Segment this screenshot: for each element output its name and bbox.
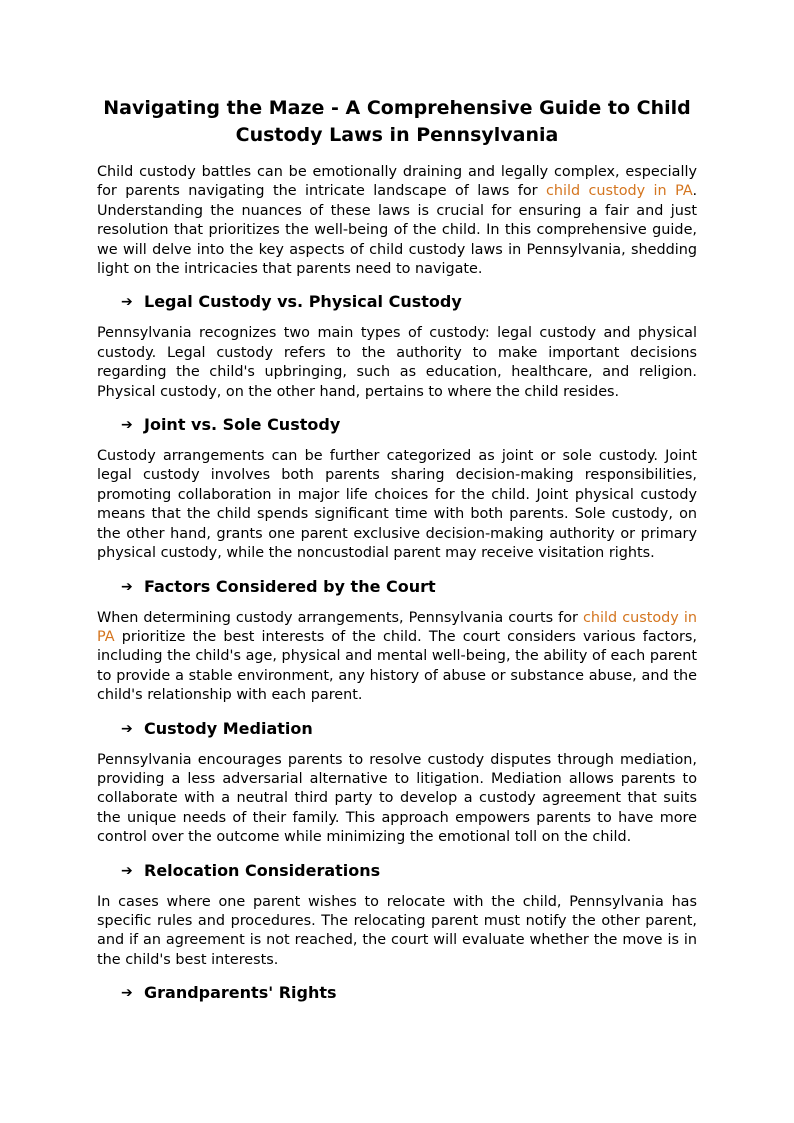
section-heading-text: Legal Custody vs. Physical Custody [144, 292, 462, 312]
arrow-bullet-icon: ➔ [121, 985, 133, 1002]
section-paragraph-mediation: Pennsylvania encourages parents to resolve custody disputes through mediation, providing a less adversarial alternative to litigation. Mediation allows parents to collaborate with a neutral third party to develop a custody agreement that suits the unique needs of their family. This approach empowers parents to have more control over the outcome while minimizing the emotional toll on the child. [97, 751, 697, 846]
arrow-bullet-icon: ➔ [121, 720, 133, 737]
section-heading-text: Grandparents' Rights [144, 983, 337, 1003]
arrow-bullet-icon: ➔ [121, 294, 133, 311]
section-heading-factors [121, 576, 697, 598]
section-heading-joint-vs-sole [121, 414, 697, 436]
section-paragraph-joint-vs-sole: Custody arrangements can be further categorized as joint or sole custody. Joint legal custody involves both parents sharing decision-making responsibilities, promoting collaboration in major life choices for the child. Joint physical custody means that the child spends significant time with both parents. Sole custody, on the other hand, grants one parent exclusive decision-making authority or primary physical custody, while the noncustodial parent may receive visitation rights. [97, 448, 697, 562]
section-paragraph-relocation: In cases where one parent wishes to relocate with the child, Pennsylvania has specific rules and procedures. The relocating parent must notify the other parent, and if an agreement is not reached, the court will evaluate whether the move is in the child's best interests. [97, 893, 697, 968]
section-paragraph-factors [97, 609, 697, 706]
arrow-bullet-icon: ➔ [121, 578, 133, 595]
section-heading-text: Joint vs. Sole Custody [144, 415, 341, 435]
arrow-bullet-icon: ➔ [121, 417, 133, 434]
section-heading-relocation [121, 860, 697, 882]
child-custody-link[interactable]: child custody in PA [545, 183, 693, 200]
arrow-bullet-icon: ➔ [121, 862, 133, 879]
intro-text-after-link: . Understanding the nuances of these laws is crucial for ensuring a fair and just resolution that prioritizes the well-being of the child. In this comprehensive guide, we will delve into the key aspects of child custody laws in Pennsylvania, shedding light on the intricacies that parents need to navigate. [97, 183, 698, 278]
section-paragraph-legal-vs-physical: Pennsylvania recognizes two main types of custody: legal custody and physical custody. Legal custody refers to the authority to make important decisions regarding the child's upbringing, such as education, healthcare, and religion. Physical custody, on the other hand, pertains to where the child resides. [97, 325, 697, 400]
section-heading-text: Factors Considered by the Court [144, 576, 436, 596]
section-heading-grandparents [121, 982, 697, 1004]
page-title: Navigating the Maze - A Comprehensive Guide to Child Custody Laws in Pennsylvania [103, 97, 691, 146]
section-heading-legal-vs-physical [121, 291, 697, 313]
factors-text-before-link: When determining custody arrangements, Pennsylvania courts for [97, 609, 583, 626]
factors-text-after-link: prioritize the best interests of the child. The court considers various factors, including the child's age, physical and mental well-being, the ability of each parent to provide a stable environment, any history of abuse or substance abuse, and the child's relationship with each parent. [97, 628, 697, 704]
section-heading-text: Relocation Considerations [144, 860, 381, 880]
section-heading-text: Custody Mediation [144, 718, 313, 738]
section-heading-mediation [121, 718, 697, 740]
child-custody-link[interactable]: child custody in PA [97, 609, 697, 645]
intro-paragraph [97, 163, 697, 279]
document-page [97, 95, 697, 1015]
intro-text-before-link: Child custody battles can be emotionally draining and legally complex, especially for parents navigating the intricate landscape of laws for [97, 164, 697, 200]
